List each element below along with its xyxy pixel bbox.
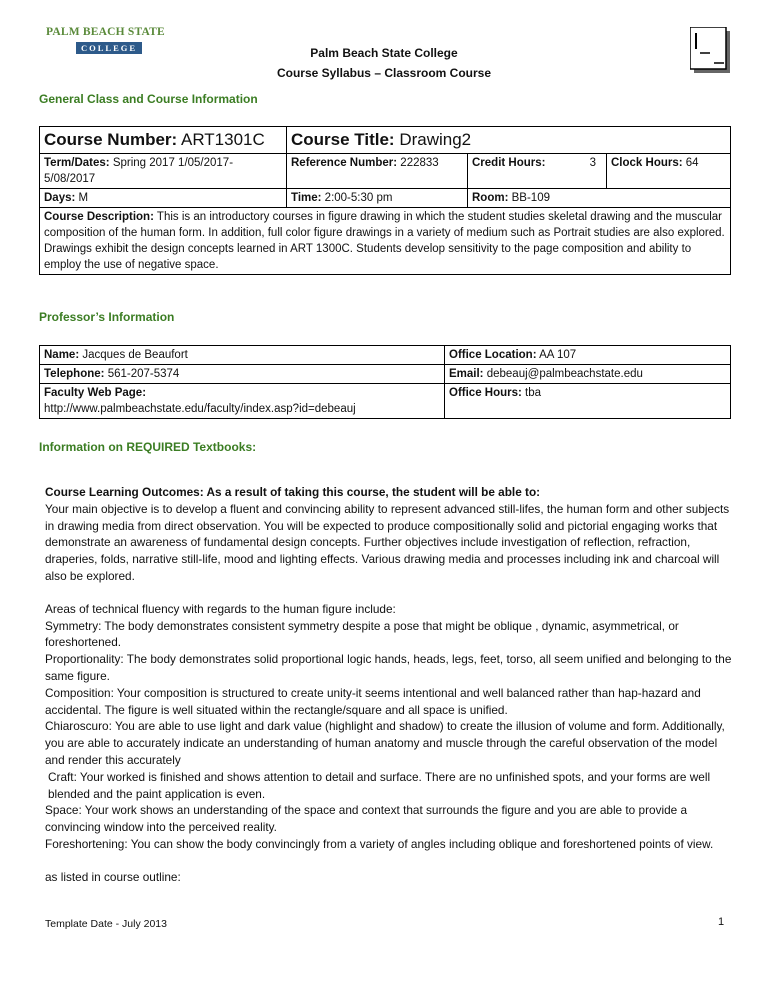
reference-cell bbox=[287, 154, 468, 189]
office-cell bbox=[445, 346, 731, 365]
time-value: 2:00-5:30 pm bbox=[324, 192, 393, 204]
proportionality-text: Proportionality: The body demonstrates solid proportional logic hands, heads, legs, feet, torso, all seem unified and belonging to the same figure. bbox=[45, 652, 732, 683]
description-text: This is an introductory courses in figure drawing in which the student studies skeletal drawing and the muscular composition of the human form. In addition, full color figure drawings in a variety of medium such as Portrait studies are also explored. Drawings exhibit the design concepts learned in ART 1300C. Students develop sensitivity to the page composition and ability to employ the use of negative space. bbox=[44, 211, 725, 271]
clock-cell bbox=[607, 154, 731, 189]
web-link[interactable]: http://www.palmbeachstate.edu/faculty/index.asp?id=debeauj bbox=[44, 403, 356, 415]
header-college: Palm Beach State College bbox=[310, 46, 458, 60]
space-text: Space: Your work shows an understanding of the space and context that surrounds the figure and you are able to provide a convincing window into the perceived reality. bbox=[45, 803, 688, 835]
office-value: AA 107 bbox=[539, 349, 577, 361]
chiaroscuro-text: Chiaroscuro: You are able to use light and dark value (highlight and shadow) to create the illusion of volume and form. Additionally, you are able to accurately indicate an understanding of human anatomy and muscle through the careful observation of the model and render this accurately bbox=[45, 719, 725, 767]
days-value: M bbox=[78, 192, 89, 204]
description-label: Course Description: bbox=[44, 211, 154, 223]
course-title: Drawing2 bbox=[399, 130, 472, 149]
room-label: Room: bbox=[472, 192, 509, 204]
symmetry-text: Symmetry: The body demonstrates consistent symmetry despite a pose that might be oblique , dynamic, asymmetrical, or foreshortened. bbox=[45, 618, 679, 650]
composition-text: Composition: Your composition is structured to create unity-it seems intentional and well balanced rather than hap-hazard and accidental. The figure is well situated within the rectangle/square and all space is unified. bbox=[45, 685, 701, 717]
hours-value: tba bbox=[525, 387, 542, 399]
page-number: 1 bbox=[718, 916, 725, 928]
template-date: Template Date - July 2013 bbox=[45, 918, 167, 930]
office-label: Office Location: bbox=[449, 349, 537, 361]
reference-label: Reference Number: bbox=[291, 157, 398, 169]
logo-line2: COLLEGE bbox=[76, 42, 142, 54]
course-number: ART1301C bbox=[180, 130, 265, 149]
course-number-label: Course Number: bbox=[44, 130, 178, 149]
email-value[interactable]: debeauj@palmbeachstate.edu bbox=[486, 368, 643, 380]
name-cell bbox=[40, 346, 445, 365]
hours-label: Office Hours: bbox=[449, 387, 522, 399]
document-icon bbox=[690, 27, 736, 77]
outcomes-heading: Course Learning Outcomes: As a result of taking this course, the student will be able to: bbox=[45, 485, 541, 499]
days-cell bbox=[40, 189, 287, 208]
course-number-cell bbox=[40, 127, 287, 154]
outcomes-intro: Your main objective is to develop a fluent and convincing ability to represent advanced still-lifes, the human form and other subjects in drawing media from direct observation. You will be expected to produce compositionally solid and pictorial engaging works that demonstrate an awareness of fundamental design concepts. Further objectives include investigation of reflection, refraction, draperies, folds, narrative still-life, mood and lighting effects. Various drawing media and processes including ink and charcoal will also be explored. bbox=[45, 501, 730, 583]
professor-table bbox=[39, 345, 731, 419]
term-cell bbox=[40, 154, 287, 189]
email-label: Email: bbox=[449, 368, 484, 380]
days-label: Days: bbox=[44, 192, 76, 204]
phone-label: Telephone: bbox=[44, 368, 105, 380]
room-cell bbox=[468, 189, 731, 208]
course-title-cell bbox=[287, 127, 731, 154]
term-label: Term/Dates: bbox=[44, 157, 110, 169]
web-label: Faculty Web Page: bbox=[44, 387, 147, 399]
section-textbooks: Information on REQUIRED Textbooks: bbox=[39, 440, 257, 454]
phone-cell bbox=[40, 365, 445, 384]
credit-value: 3 bbox=[589, 157, 596, 169]
phone-value: 561-207-5374 bbox=[107, 368, 180, 380]
clock-label: Clock Hours: bbox=[611, 157, 683, 169]
header-syllabus: Course Syllabus – Classroom Course bbox=[276, 66, 492, 80]
web-cell bbox=[40, 384, 445, 419]
logo-line1: PALM BEACH STATE bbox=[46, 26, 165, 38]
listed-text: as listed in course outline: bbox=[45, 869, 181, 884]
course-info-table bbox=[39, 126, 731, 275]
term-value: Spring 2017 1/05/2017-5/08/2017 bbox=[44, 157, 234, 185]
credit-label: Credit Hours: bbox=[472, 157, 546, 169]
craft-text: Craft: Your worked is finished and shows attention to detail and surface. There are no unfinished spots, and your forms are well blended and the paint application is even. bbox=[48, 769, 711, 801]
hours-cell bbox=[445, 384, 731, 419]
description-cell bbox=[40, 208, 731, 275]
outcomes-block bbox=[45, 484, 735, 886]
credit-cell bbox=[468, 154, 607, 189]
clock-value: 64 bbox=[685, 157, 699, 169]
time-cell bbox=[287, 189, 468, 208]
course-title-label: Course Title: bbox=[291, 130, 395, 149]
email-cell bbox=[445, 365, 731, 384]
name-value: Jacques de Beaufort bbox=[82, 349, 188, 361]
time-label: Time: bbox=[291, 192, 322, 204]
areas-intro: Areas of technical fluency with regards to the human figure include: bbox=[45, 601, 396, 616]
room-value: BB-109 bbox=[511, 192, 550, 204]
name-label: Name: bbox=[44, 349, 80, 361]
section-general: General Class and Course Information bbox=[39, 92, 258, 106]
foreshortening-text: Foreshortening: You can show the body convincingly from a variety of angles including oblique and foreshortened points of view. bbox=[45, 836, 714, 851]
section-professor: Professor’s Information bbox=[39, 310, 175, 324]
reference-value: 222833 bbox=[400, 157, 439, 169]
